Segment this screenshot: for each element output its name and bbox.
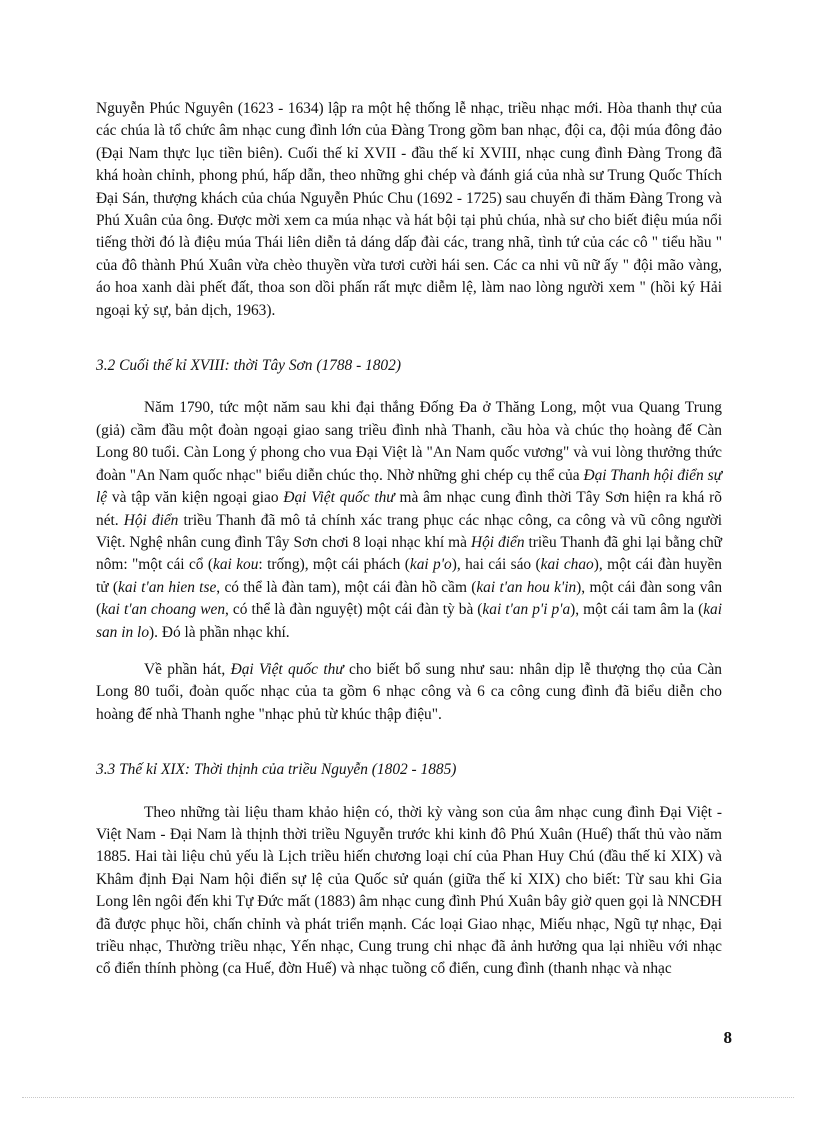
page-number: 8 (723, 1028, 732, 1047)
paragraph-tay-son-diplomacy: Năm 1790, tức một năm sau khi đại thắng Đống Đa ở Thăng Long, một vua Quang Trung (giả) cầm đầu một đoàn ngoại giao sang triều đình nhà Thanh, cầu hòa và chúc thọ hoàng đế Càn Long 80 tuổi. Càn Long ý phong cho vua Đại Việt là "An Nam quốc vương" và vui lòng thưởng thức đoàn "An Nam quốc nhạc" biểu diễn chúc thọ. Nhờ những ghi chép cụ thể của Đại Thanh hội điển sự lệ và tập văn kiện ngoại giao Đại Việt quốc thư mà âm nhạc cung đình thời Tây Sơn hiện ra khá rõ nét. Hội điển triều Thanh đã mô tả chính xác trang phục các nhạc công, ca công và vũ công người Việt. Nghệ nhân cung đình Tây Sơn chơi 8 loại nhạc khí mà Hội điển triều Thanh đã ghi lại bằng chữ nôm: "một cái cổ (kai kou: trống), một cái phách (kai p'o), hai cái sáo (kai chao), một cái đàn huyền tử (kai t'an hien tse, có thể là đàn tam), một cái đàn hồ cầm (kai t'an hou k'in), một cái đàn song vân (kai t'an choang wen, có thể là đàn nguyệt) một cái đàn tỳ bà (kai t'an p'i p'a), một cái tam âm la (kai san in lo). Đó là phần nhạc khí. (96, 399, 723, 641)
document-page (96, 98, 722, 981)
paragraph-singing: Về phần hát, Đại Việt quốc thư cho biết bổ sung như sau: nhân dịp lễ thượng thọ của Càn Long 80 tuổi, đoàn quốc nhạc của ta gồm 6 nhạc công và 6 ca công cung đình đã biểu diễn cho hoàng đế nhà Thanh nghe "nhạc phủ từ khúc thập điệu". (96, 660, 722, 723)
section-heading-3-2: 3.2 Cuối thế kỉ XVIII: thời Tây Sơn (1788 - 1802) (96, 357, 401, 375)
paragraph-nguyen-phuc-nguyen: Nguyễn Phúc Nguyên (1623 - 1634) lập ra một hệ thống lễ nhạc, triều nhạc mới. Hòa thanh thự của các chúa là tổ chức âm nhạc cung đình lớn của Đàng Trong gồm ban nhạc, đội ca, đội múa đông đảo (Đại Nam thực lục tiền biên). Cuối thế kỉ XVII - đầu thế kỉ XVIII, nhạc cung đình Đàng Trong đã khá hoàn chỉnh, phong phú, hấp dẫn, theo những ghi chép và đánh giá của nhà sư Trung Quốc Thích Đại Sán, thượng khách của chúa Nguyễn Phúc Chu (1692 - 1725) sau chuyến đi thăm Đàng Trong và Phú Xuân của ông. Được mời xem ca múa nhạc và hát bội tại phủ chúa, nhà sư cho biết điệu múa nổi tiếng thời đó là điệu múa Thái liên diễn tả dáng dấp đài các, trang nhã, tình tứ của các cô " tiểu hầu " của đô thành Phú Xuân vừa chèo thuyền vừa tươi cười hái sen. Các ca nhi vũ nữ ấy " đội mão vàng, áo hoa xanh dài phết đất, thoa son dồi phấn rất mực diễm lệ, làm nao lòng người xem " (hồi ký Hải ngoại kỷ sự, bản dịch, 1963). (96, 100, 722, 319)
page-bottom-divider (22, 1097, 794, 1098)
section-heading-3-3: 3.3 Thế kỉ XIX: Thời thịnh của triều Nguyễn (1802 - 1885) (96, 761, 457, 779)
paragraph-nguyen-golden-age: Theo những tài liệu tham khảo hiện có, thời kỳ vàng son của âm nhạc cung đình Đại Việt - Việt Nam - Đại Nam là thịnh thời triều Nguyễn trước khi kinh đô Phú Xuân (Huế) thất thủ vào năm 1885. Hai tài liệu chủ yếu là Lịch triều hiến chương loại chí của Phan Huy Chú (đầu thế kỉ XIX) và Khâm định Đại Nam hội điển sự lệ của Quốc sử quán (giữa thế kỉ XIX) cho biết: Từ sau khi Gia Long lên ngôi đến khi Tự Đức mất (1883) âm nhạc cung đình Phú Xuân bây giờ quen gọi là NNCĐH đã được phục hồi, chấn chỉnh và phát triển mạnh. Các loại Giao nhạc, Miếu nhạc, Ngũ tự nhạc, Đại triều nhạc, Thường triều nhạc, Yến nhạc, Cung trung chi nhạc đã ảnh hưởng qua lại nhiều với nhạc cổ điển thính phòng (ca Huế, đờn Huế) và nhạc tuồng cổ điển, cung đình (thanh nhạc và nhạc (96, 803, 722, 978)
